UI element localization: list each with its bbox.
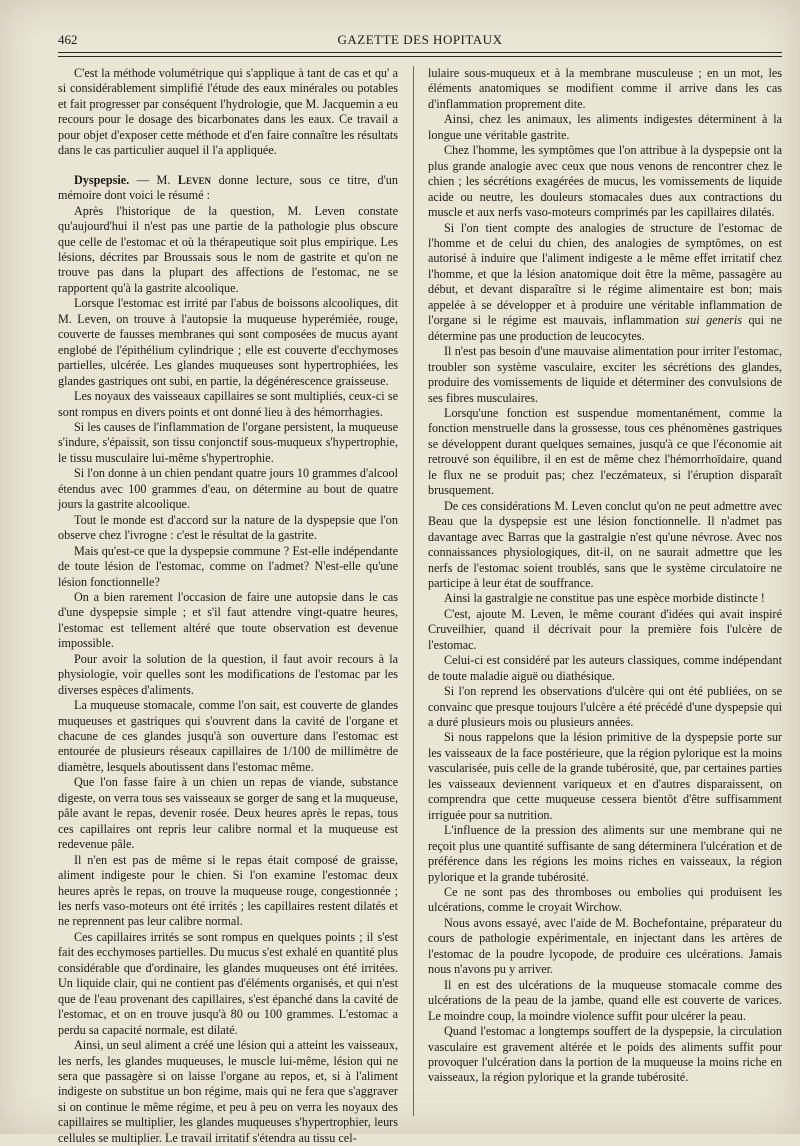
header-rule-top	[58, 52, 782, 53]
paragraph: Chez l'homme, les symptômes que l'on attribue à la dyspepsie ont la plus grande analogie avec ceux que nous venons de rencontrer chez le chien ; les sécrétions exagérées de mucus, les vomissements de liquide acide ou neutre, les douleurs stomacales dues aux contractions du muscle et aux nerfs vaso-moteurs comprimés par les capillaires dilatés.	[428, 143, 782, 220]
paragraph: lulaire sous-muqueux et à la membrane musculeuse ; en un mot, les éléments anatomiques se modifient comme il arrive dans les cas d'inflammation proprement dite.	[428, 66, 782, 111]
left-column	[58, 66, 398, 1146]
paragraph-text: Si l'on tient compte des analogies de structure de l'estomac de l'homme et de celui du chien, des analogies de symptômes, on est autorisé à induire que l'aliment indigeste a le même effet irritatif chez l'homme, et que la lésion anatomique doit être la même, passagère au début, et devant disparaître si le régime alimentaire est bon; mais appelée à se développer et à produire une véritable inflammation de l'organe si le régime est mauvais, inflammation	[428, 220, 782, 328]
right-column	[428, 66, 782, 1086]
section-author: Leven	[177, 172, 212, 187]
paragraph: Ce ne sont pas des thromboses ou embolies qui produisent les ulcérations, comme le croyait Wirchow.	[428, 885, 782, 915]
header-rule-bottom	[58, 56, 782, 57]
paragraph: L'influence de la pression des aliments sur une membrane qui ne reçoit plus une quantité suffisante de sang déterminera l'ulcération et de préférence dans les régions les moins riches en vaisseaux, la région pylorique et la grande tubérosité.	[428, 823, 782, 884]
paragraph: On a bien rarement l'occasion de faire une autopsie dans le cas d'une dyspepsie simple ; et s'il faut attendre vingt-quatre heures, l'estomac est tellement altéré que toute observation est devenue impossible.	[58, 589, 398, 651]
paragraph: Si les causes de l'inflammation de l'organe persistent, la muqueuse s'indure, s'épaissit, son tissu conjonctif sous-muqueux s'hypertrophie, le tissu musculaire lui-même s'hypertrophie.	[58, 419, 398, 465]
paragraph: Celui-ci est considéré par les auteurs classiques, comme indépendant de toute maladie aiguë ou diathésique.	[428, 653, 782, 683]
paragraph: Il n'en est pas de même si le repas était composé de graisse, aliment indigeste pour le chien. Si l'on examine l'estomac deux heures après le repas, on trouve la muqueuse rouge, congestionnée ; les nerfs vaso-moteurs ont été irrités ; les capillaires restent dilatés et ne reprennent pas leur calibre normal.	[58, 852, 398, 929]
paragraph: Si nous rappelons que la lésion primitive de la dyspepsie porte sur les vaisseaux de la face postérieure, que la région pylorique est la moins vascularisée, puis celle de la grande tubérosité, que, par certaines parties les vaisseaux deviennent variqueux et en d'autres disparaissent, on comprendra que cette muqueuse cessera bientôt d'être suffisamment irriguée pour sa nutrition.	[428, 730, 782, 822]
page-header	[58, 32, 782, 52]
paragraph: Lorsque l'estomac est irrité par l'abus de boissons alcooliques, dit M. Leven, on trouve à l'autopsie la muqueuse hyperémiée, rouge, couverte de fausses membranes qui sont composées de mucus ayant englobé de l'épithélium cylindrique ; elle est couverte d'ecchymoses partielles, ulcérée. Les glandes muqueuses sont hypertrophiées, les glandes gastriques ont subi, en partie, la dégénérescence graisseuse.	[58, 296, 398, 388]
paragraph: Ces capillaires irrités se sont rompus en quelques points ; il s'est fait des ecchymoses partielles. Du mucus s'est exhalé en quantité plus considérable que d'ordinaire, les glandes muqueuses ont été irritées. Un liquide clair, qui ne contient pas d'éléments organisés, et qui n'est que de l'eau provenant des capillaires, s'est épanché dans la cavité de l'estomac, et on en trouve jusqu'à 80 ou 100 grammes. L'estomac a perdu sa capacité normale, est dilaté.	[58, 929, 398, 1037]
paragraph: Les noyaux des vaisseaux capillaires se sont multipliés, ceux-ci se sont rompus en divers points et ont donné lieu à des hémorrhagies.	[58, 389, 398, 419]
paragraph: Tout le monde est d'accord sur la nature de la dyspepsie que l'on observe chez l'ivrogne : c'est le résultat de la gastrite.	[58, 512, 398, 543]
section-heading-paragraph	[58, 173, 398, 204]
paragraph: Ainsi la gastralgie ne constitue pas une espèce morbide distincte !	[444, 591, 765, 606]
paragraph: Ainsi, un seul aliment a créé une lésion qui a atteint les vaisseaux, les nerfs, les glandes muqueuses, le muscle lui-même, lésion qui ne sera que passagère si on laisse l'organe au repos, et, si à l'aliment indigeste on substitue un bon régime, mais qui ne fera que s'aggraver si on continue le même régime, et peu à peu on verra les noyaux des capillaires se multiplier, les glandes muqueuses s'hypertrophier, leurs cellules se multiplier. Le travail irritatif s'étendra au tissu cel-	[58, 1038, 398, 1145]
paragraph: Il en est des ulcérations de la muqueuse stomacale comme des ulcérations de la peau de la jambe, quand elle est couverte de varices. Le moindre coup, la moindre violence suffit pour ulcérer la peau.	[428, 977, 782, 1023]
paragraph: Quand l'estomac a longtemps souffert de la dyspepsie, la circulation vasculaire est gravement altérée et le poids des aliments suffit pour provoquer l'ulcération dans la portion de la muqueuse la moins riche en vaisseaux, la région pylorique et la grande tubérosité.	[428, 1024, 782, 1085]
section-intro: donne lecture, sous ce titre, d'un mémoire dont voici le résumé :	[58, 172, 398, 203]
running-title: GAZETTE DES HOPITAUX	[337, 32, 503, 47]
paragraph: Après l'historique de la question, M. Leven constate qu'aujourd'hui il n'est pas une partie de la pathologie plus obscure que celle de l'estomac et où la thérapeutique soit plus empirique. Les lésions, décrites par Broussais sous le nom de gastrite et qu'on ne trouve pas dans la plupart des affections de l'estomac, ne se rapportent qu'à la gastrite alcoolique.	[58, 203, 398, 295]
paragraph: Pour avoir la solution de la question, il faut avoir recours à la physiologie, voir quelles sont les modifications de l'estomac par les diverses espèces d'aliments.	[58, 651, 398, 697]
paragraph: Ainsi, chez les animaux, les aliments indigestes déterminent à la longue une véritable gastrite.	[428, 112, 782, 142]
paragraph: Que l'on fasse faire à un chien un repas de viande, substance digeste, on verra tous ses vaisseaux se gorger de sang et la muqueuse, pâle avant le repas, devenir rosée. Deux heures après le repas, tous ces capillaires ont repris leur calibre normal et la muqueuse est redevenue pâle.	[58, 775, 398, 852]
section-author-prefix: — M.	[129, 172, 178, 187]
page-number: 462	[58, 32, 78, 47]
paragraph: De ces considérations M. Leven conclut qu'on ne peut admettre avec Beau que la dyspepsie est une lésion fonctionnelle. Il n'admet pas davantage avec Barras que la gastralgie n'est qu'une névrose. Avec nos connaissances physiologiques, dit-il, on ne saurait admettre que les nerfs de l'estomac soient troublés, sans que le système circulatoire ne participe à leur état de souffrance.	[428, 498, 782, 590]
paragraph: C'est la méthode volumétrique qui s'applique à tant de cas et qu' a si considérablement simplifié l'étude des eaux minérales ou potables et fait progresser par conséquent l'hydrologie, que M. Jacquemin a eu recours pour le dosage des bicarbonates dans les eaux. Ce travail a pour objet d'exposer cette méthode et d'en faire connaître les résultats dans le cas particulier auquel il l'a appliquée.	[58, 66, 398, 158]
paragraph: Il n'est pas besoin d'une mauvaise alimentation pour irriter l'estomac, troubler son système vasculaire, exciter les sécrétions des glandes, produire des vomissements de liquide et déterminer des convulsions de ses fibres musculaires.	[428, 344, 782, 405]
paragraph-text: qui ne détermine pas une production de leucocytes.	[428, 313, 782, 343]
paragraph: Lorsqu'une fonction est suspendue momentanément, comme la fonction menstruelle dans la grossesse, tous ces phénomènes gastriques se développent durant quelques semaines, jusqu'à ce que l'économie ait retrouvé son équilibre, il en est de même chez l'hémorrhoïdaire, quand le flux ne se produit pas; chez l'eczémateux, si l'éruption disparaît brusquement.	[428, 405, 782, 498]
paragraph: Si l'on donne à un chien pendant quatre jours 10 grammes d'alcool étendus avec 100 grammes d'eau, on détermine au bout de quatre jours la gastrite alcoolique.	[58, 466, 398, 512]
paragraph: Nous avons essayé, avec l'aide de M. Bochefontaine, préparateur du cours de pathologie expérimentale, en injectant dans les artères de l'estomac de la poudre lycopode, de produire ces ulcérations. Jamais nous n'avons pu y arriver.	[428, 915, 782, 977]
section-spacer	[58, 159, 398, 173]
paragraph: C'est, ajoute M. Leven, le même courant d'idées qui avait inspiré Cruveilhier, quand il décrivait pour la première fois l'ulcère de l'estomac.	[428, 606, 782, 652]
paragraph: Mais qu'est-ce que la dyspepsie commune ? Est-elle indépendante de toute lésion de l'estomac, comme on l'admet? N'est-elle qu'une lésion fonctionnelle?	[58, 543, 398, 589]
section-title: Dyspepsie.	[74, 172, 130, 187]
latin-phrase: sui generis	[685, 313, 742, 328]
paragraph: La muqueuse stomacale, comme l'on sait, est couverte de glandes muqueuses et gastriques qui s'ouvrent dans la cavité de l'organe et chacune de ces glandes jusqu'à son ouverture dans l'estomac est entourée de plusieurs réseaux capillaires de 1/100 de millimètre de diamètre, lesquels aboutissent dans l'estomac même.	[58, 698, 398, 774]
paragraph: Si l'on reprend les observations d'ulcère qui ont été publiées, on se convainc que presque toujours l'ulcère a été précédé d'une dyspepsie qui a duré plusieurs mois ou plusieurs années.	[428, 684, 782, 730]
paragraph	[428, 221, 782, 345]
column-divider	[413, 66, 414, 1116]
